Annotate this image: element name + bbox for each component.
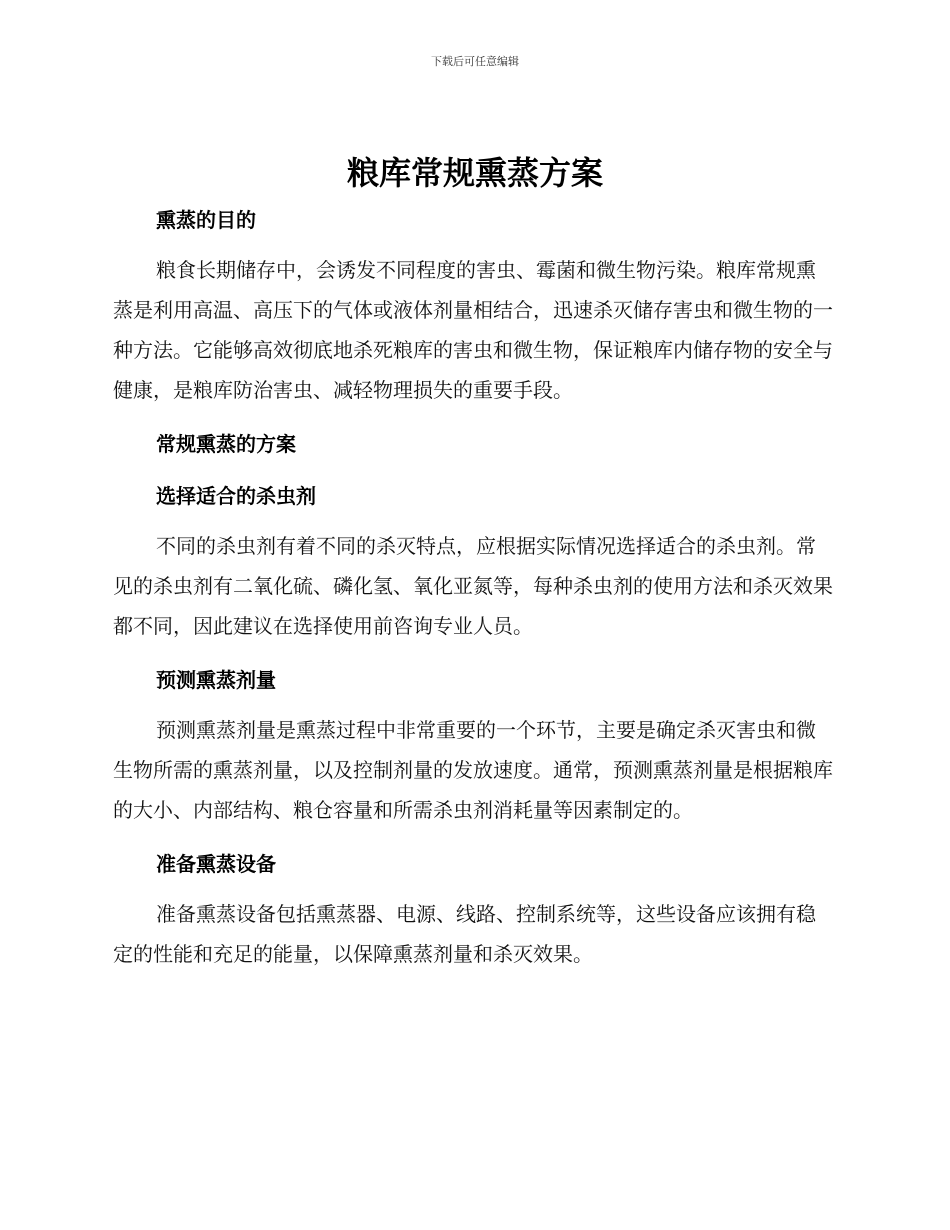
section-heading-purpose: 熏蒸的目的 bbox=[156, 208, 256, 232]
document-title: 粮库常规熏蒸方案 bbox=[346, 154, 603, 192]
header-note: 下载后可任意编辑 bbox=[431, 55, 519, 68]
section-body-purpose: 粮食长期储存中，会诱发不同程度的害虫、霉菌和微生物污染。粮库常规熏蒸是利用高温、高压下的气体或液体剂量相结合，迅速杀灭储存害虫和微生物的一种方法。它能够高效彻底地杀死粮库的害虫和微生物，保证粮库内储存物的安全与健康，是粮库防治害虫、减轻物理损失的重要手段。 bbox=[113, 258, 833, 402]
section-body-equipment: 准备熏蒸设备包括熏蒸器、电源、线路、控制系统等，这些设备应该拥有稳定的性能和充足的能量，以保障熏蒸剂量和杀灭效果。 bbox=[113, 902, 816, 966]
section-heading-dosage: 预测熏蒸剂量 bbox=[156, 668, 276, 692]
section-heading-insecticide: 选择适合的杀虫剂 bbox=[156, 484, 316, 508]
section-heading-equipment: 准备熏蒸设备 bbox=[156, 852, 276, 876]
document-body bbox=[113, 202, 833, 974]
section-body-dosage: 预测熏蒸剂量是熏蒸过程中非常重要的一个环节，主要是确定杀灭害虫和微生物所需的熏蒸剂量，以及控制剂量的发放速度。通常，预测熏蒸剂量是根据粮库的大小、内部结构、粮仓容量和所需杀虫剂消耗量等因素制定的。 bbox=[113, 718, 833, 822]
section-heading-plan: 常规熏蒸的方案 bbox=[156, 432, 296, 456]
section-body-insecticide: 不同的杀虫剂有着不同的杀灭特点，应根据实际情况选择适合的杀虫剂。常见的杀虫剂有二氧化硫、磷化氢、氧化亚氮等，每种杀虫剂的使用方法和杀灭效果都不同，因此建议在选择使用前咨询专业人员。 bbox=[113, 534, 833, 638]
